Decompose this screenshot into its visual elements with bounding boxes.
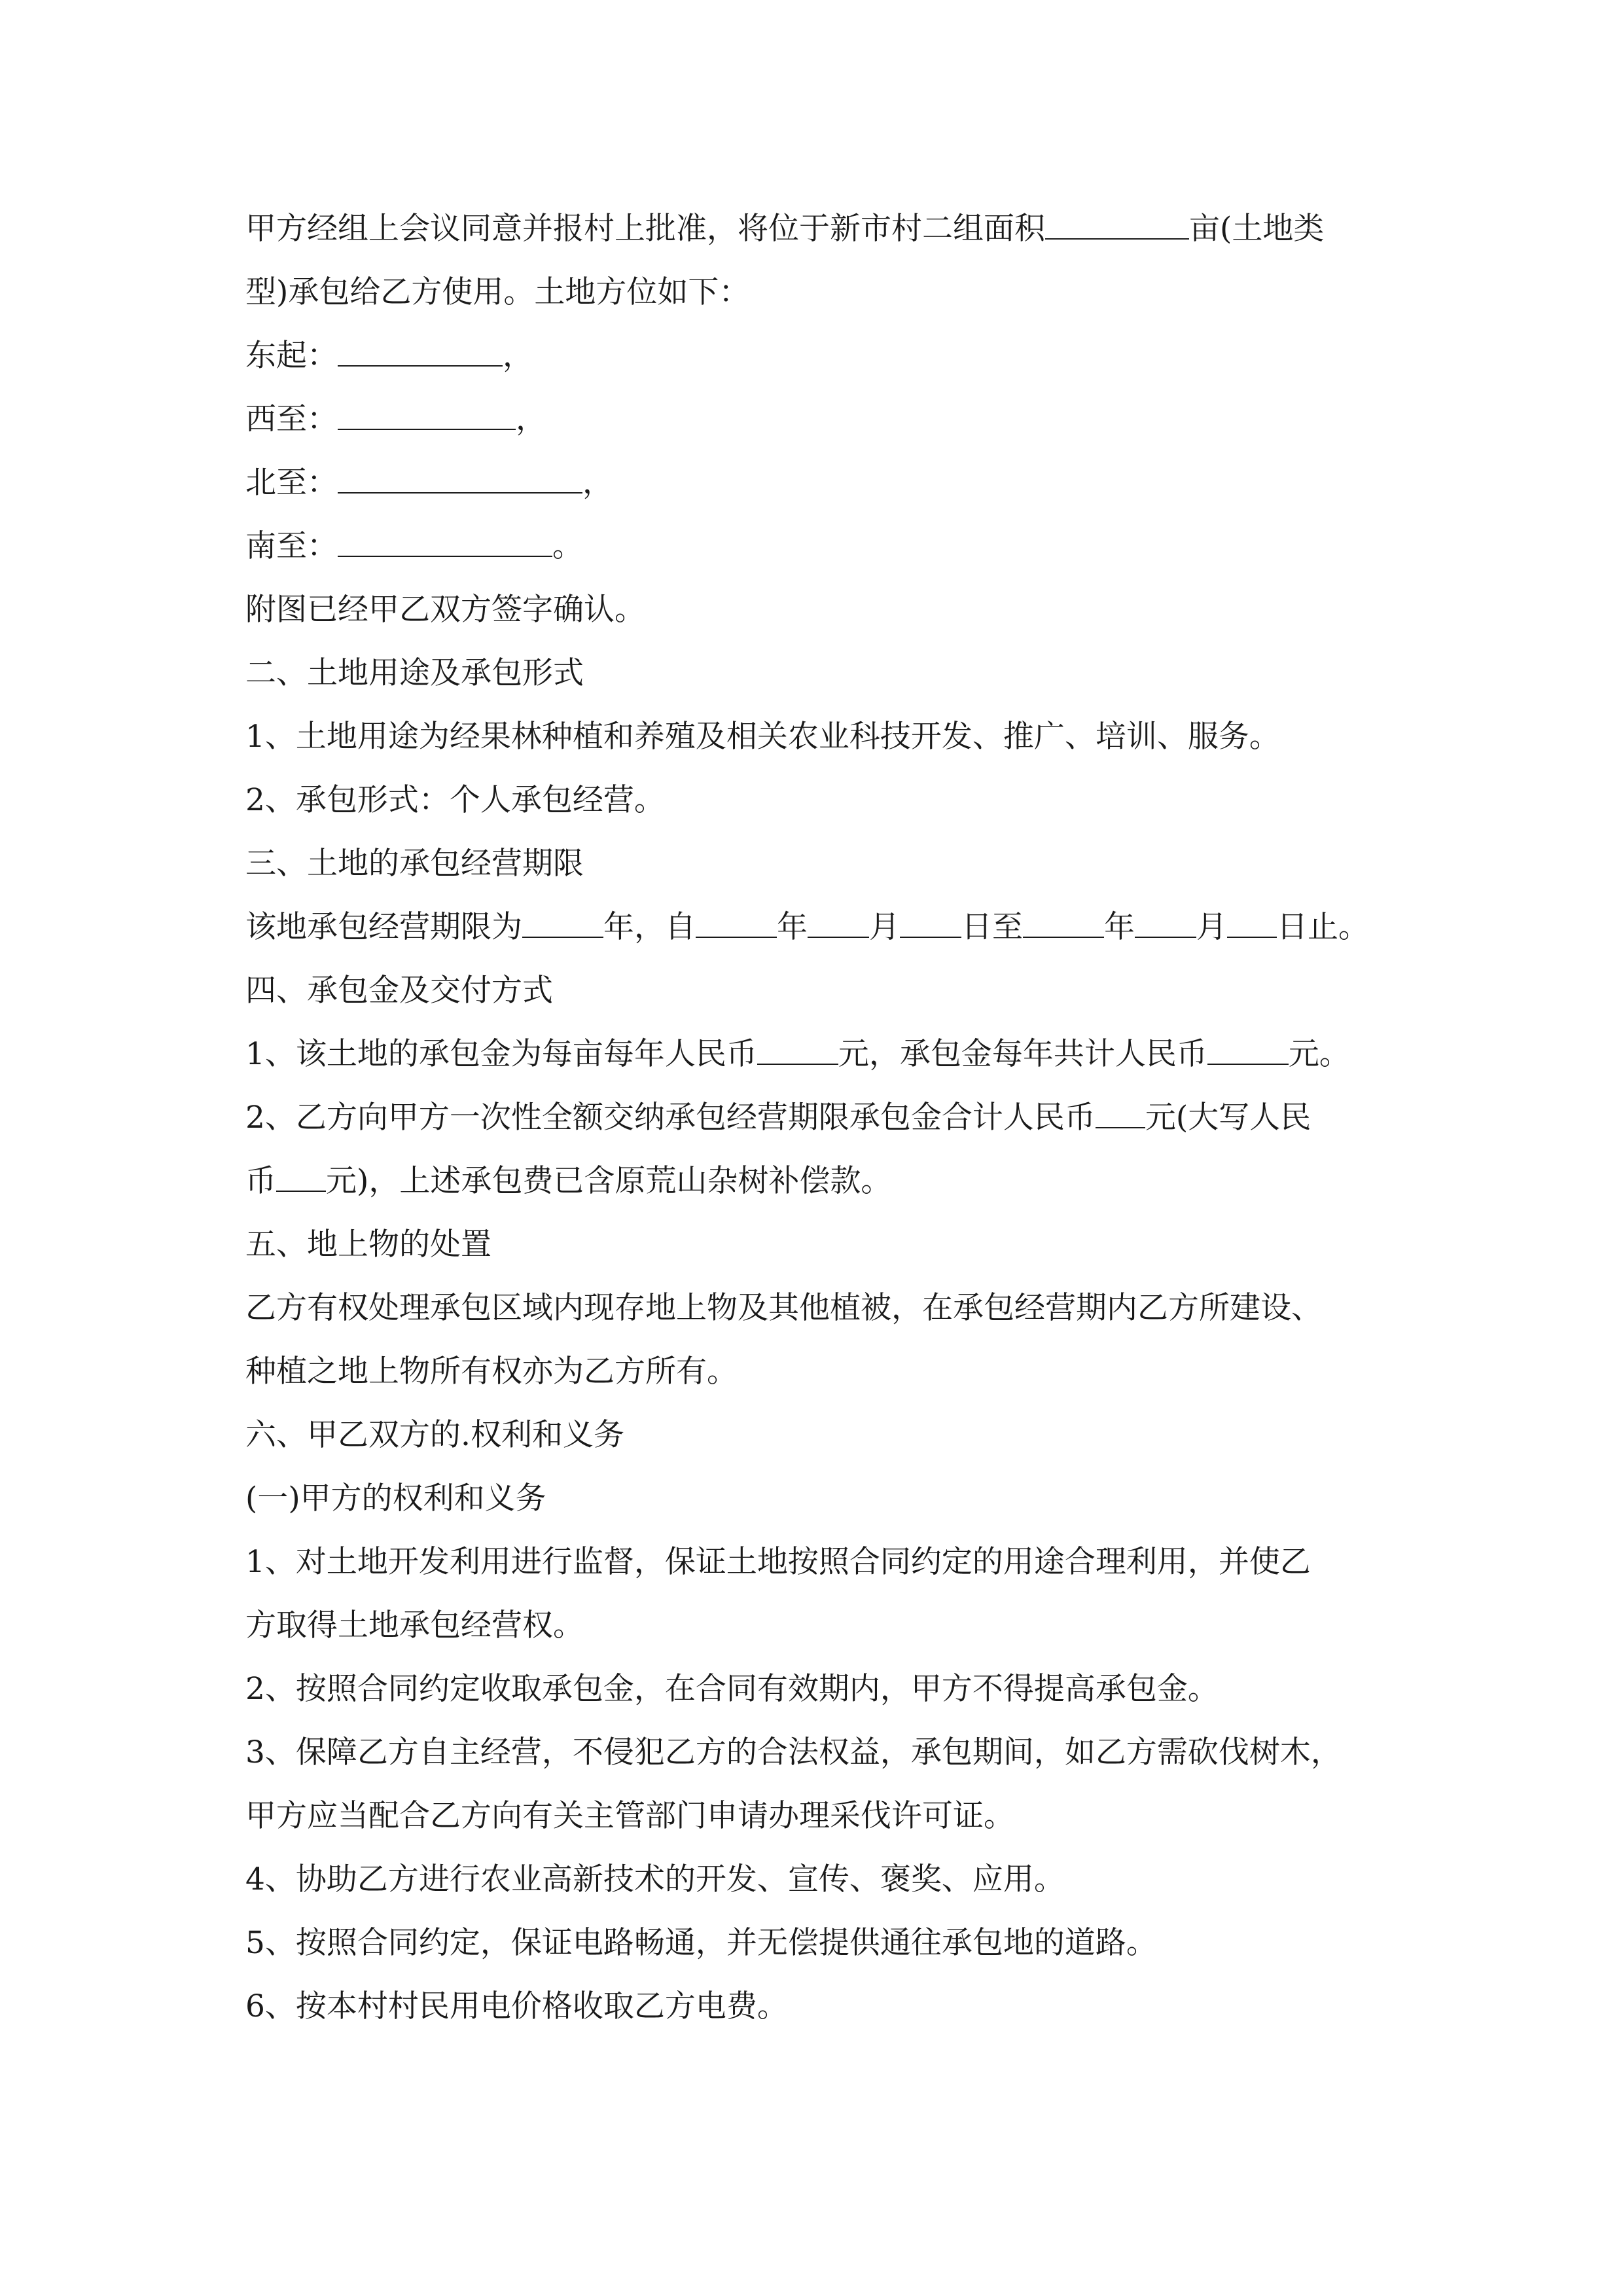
term-text-4: 月: [869, 909, 900, 945]
term-line: [245, 901, 1369, 954]
payment-amount-blank: [1096, 1092, 1145, 1128]
attachment-note: 附图已经甲乙双方签字确认。: [245, 592, 645, 628]
term-years-blank: [522, 901, 603, 938]
land-text-b: 亩(土地类: [1189, 211, 1325, 247]
party-a-item-3-line-2: 甲方应当配合乙方向有关主管部门申请办理采伐许可证。: [245, 1798, 1014, 1834]
section-3-title: 三、土地的承包经营期限: [245, 846, 584, 882]
section-2-item-1: 1、土地用途为经果林种植和养殖及相关农业科技开发、推广、培训、服务。: [245, 719, 1280, 755]
payment-text-a: 2、乙方向甲方一次性全额交纳承包经营期限承包金合计人民币: [245, 1100, 1096, 1136]
south-blank: [338, 520, 552, 557]
north-punct: ，: [582, 465, 613, 501]
section-4-item-1: [245, 1028, 1350, 1081]
section-4-item-2-line-1: [245, 1092, 1311, 1144]
fee-text-a: 1、该土地的承包金为每亩每年人民币: [245, 1036, 757, 1072]
payment-text-c: 币: [245, 1163, 276, 1199]
term-text-2: 年，自: [603, 909, 696, 945]
party-a-item-1-line-1: 1、对土地开发利用进行监督，保证土地按照合同约定的用途合理利用，并使乙: [245, 1544, 1311, 1580]
end-day-blank: [1227, 901, 1277, 938]
fee-text-c: 元。: [1288, 1036, 1350, 1072]
boundary-east: [245, 330, 533, 382]
boundary-west: [245, 393, 546, 446]
party-a-item-5: 5、按照合同约定，保证电路畅通，并无偿提供通往承包地的道路。: [245, 1925, 1157, 1961]
land-line-1: [245, 203, 1324, 255]
term-text-6: 年: [1104, 909, 1135, 945]
west-blank: [338, 393, 516, 430]
boundary-north: [245, 457, 613, 509]
section-6-subtitle-1: (一)甲方的权利和义务: [245, 1480, 546, 1516]
section-5-title: 五、地上物的处置: [245, 1227, 491, 1263]
section-5-line-2: 种植之地上物所有权亦为乙方所有。: [245, 1354, 738, 1390]
term-text-7: 月: [1196, 909, 1227, 945]
term-text-5: 日至: [961, 909, 1023, 945]
land-line-2: 型)承包给乙方使用。土地方位如下：: [245, 274, 750, 310]
party-a-item-1-line-2: 方取得土地承包经营权。: [245, 1607, 584, 1643]
fee-total-blank: [1207, 1028, 1289, 1065]
north-blank: [338, 457, 582, 493]
payment-capital-blank: [276, 1155, 326, 1192]
east-punct: ，: [503, 338, 533, 374]
end-month-blank: [1135, 901, 1196, 938]
west-punct: ，: [516, 401, 546, 437]
section-5-line-1: 乙方有权处理承包区域内现存地上物及其他植被，在承包经营期内乙方所建设、: [245, 1290, 1322, 1326]
area-blank: [1045, 203, 1189, 240]
party-a-item-2: 2、按照合同约定收取承包金，在合同有效期内，甲方不得提高承包金。: [245, 1671, 1219, 1707]
east-blank: [338, 330, 503, 367]
start-month-blank: [808, 901, 869, 938]
party-a-item-3-line-1: 3、保障乙方自主经营，不侵犯乙方的合法权益，承包期间，如乙方需砍伐树木，: [245, 1734, 1342, 1770]
fee-per-mu-blank: [757, 1028, 838, 1065]
end-year-blank: [1023, 901, 1104, 938]
start-year-blank: [696, 901, 777, 938]
start-day-blank: [900, 901, 961, 938]
section-2-title: 二、土地用途及承包形式: [245, 655, 584, 691]
payment-text-d: 元)，上述承包费已含原荒山杂树补偿款。: [326, 1163, 892, 1199]
term-text-8: 日止。: [1277, 909, 1369, 945]
section-4-item-2-line-2: [245, 1155, 891, 1208]
fee-text-b: 元，承包金每年共计人民币: [838, 1036, 1207, 1072]
term-text-1: 该地承包经营期限为: [245, 909, 522, 945]
east-label: 东起：: [245, 338, 338, 374]
section-4-title: 四、承包金及交付方式: [245, 973, 553, 1009]
south-punct: 。: [552, 528, 583, 564]
party-a-item-4: 4、协助乙方进行农业高新技术的开发、宣传、褒奖、应用。: [245, 1861, 1065, 1897]
west-label: 西至：: [245, 401, 338, 437]
term-text-3: 年: [777, 909, 808, 945]
party-a-item-6: 6、按本村村民用电价格收取乙方电费。: [245, 1988, 788, 2024]
land-text-a: 甲方经组上会议同意并报村上批准，将位于新市村二组面积: [245, 211, 1045, 247]
section-6-title: 六、甲乙双方的.权利和义务: [245, 1417, 624, 1453]
section-2-item-2: 2、承包形式：个人承包经营。: [245, 782, 665, 818]
payment-text-b: 元(大写人民: [1145, 1100, 1311, 1136]
south-label: 南至：: [245, 528, 338, 564]
boundary-south: [245, 520, 583, 573]
north-label: 北至：: [245, 465, 338, 501]
